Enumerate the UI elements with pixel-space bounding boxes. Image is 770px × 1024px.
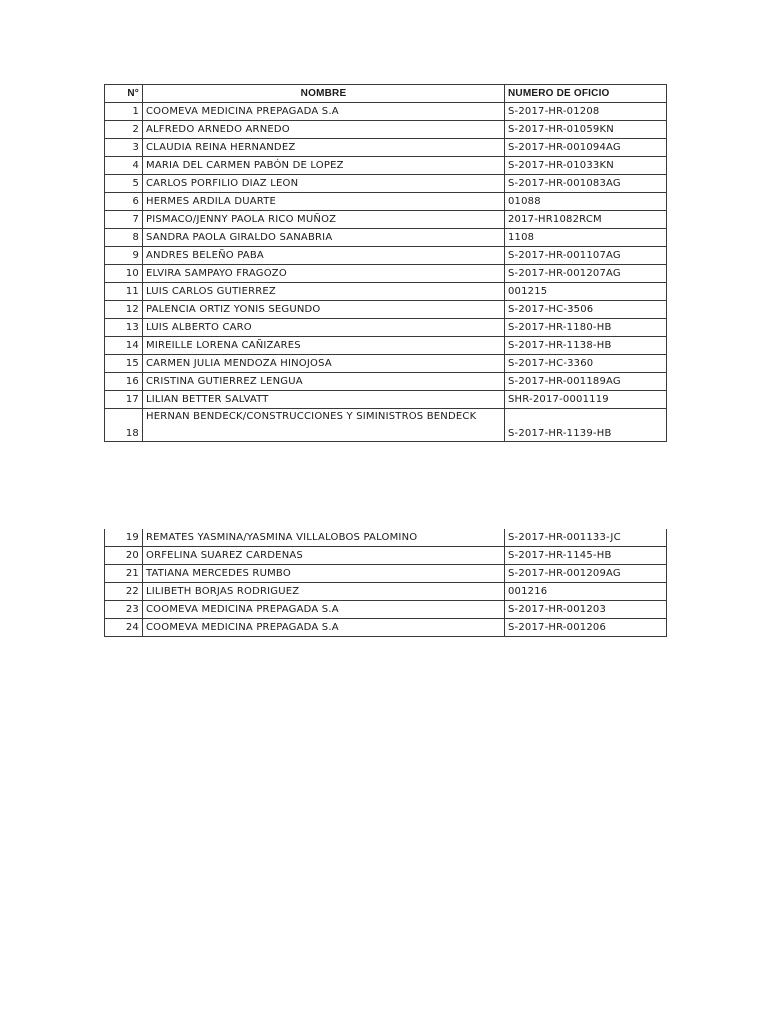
table-row: [105, 301, 667, 319]
row-name: MIREILLE LORENA CAÑIZARES: [143, 337, 505, 355]
row-office-number: 1108: [505, 229, 667, 247]
row-office-number: S-2017-HR-001133-JC: [505, 529, 667, 547]
row-office-number: S-2017-HR-001083AG: [505, 175, 667, 193]
row-number: 14: [105, 337, 143, 355]
row-name: ANDRES BELEÑO PABA: [143, 247, 505, 265]
row-office-number: S-2017-HR-1180-HB: [505, 319, 667, 337]
row-office-number: 01088: [505, 193, 667, 211]
row-office-number: S-2017-HR-001094AG: [505, 139, 667, 157]
row-name: ELVIRA SAMPAYO FRAGOZO: [143, 265, 505, 283]
table-row: [105, 409, 667, 442]
row-number: 4: [105, 157, 143, 175]
row-name: COOMEVA MEDICINA PREPAGADA S.A: [143, 103, 505, 121]
table-body: [105, 103, 667, 442]
table-body: [105, 529, 667, 637]
row-name: LUIS CARLOS GUTIERREZ: [143, 283, 505, 301]
table-row: [105, 139, 667, 157]
row-office-number: S-2017-HR-01059KN: [505, 121, 667, 139]
row-office-number: S-2017-HR-001206: [505, 619, 667, 637]
column-header-office-number: NUMERO DE OFICIO: [505, 85, 667, 103]
row-number: 23: [105, 601, 143, 619]
table-row: [105, 373, 667, 391]
table-row: [105, 247, 667, 265]
oficios-table-page-1: [104, 84, 667, 442]
row-name: LILIBETH BORJAS RODRIGUEZ: [143, 583, 505, 601]
row-number: 20: [105, 547, 143, 565]
table-row: [105, 583, 667, 601]
row-name: TATIANA MERCEDES RUMBO: [143, 565, 505, 583]
row-name: PISMACO/JENNY PAOLA RICO MUÑOZ: [143, 211, 505, 229]
table-row: [105, 547, 667, 565]
table-row: [105, 229, 667, 247]
column-header-name: NOMBRE: [143, 85, 505, 103]
table-row: [105, 265, 667, 283]
row-name: LILIAN BETTER SALVATT: [143, 391, 505, 409]
row-number: 6: [105, 193, 143, 211]
row-number: 12: [105, 301, 143, 319]
row-number: 5: [105, 175, 143, 193]
row-number: 18: [105, 409, 143, 442]
row-number: 13: [105, 319, 143, 337]
row-name: COOMEVA MEDICINA PREPAGADA S.A: [143, 619, 505, 637]
row-number: 2: [105, 121, 143, 139]
table-row: [105, 565, 667, 583]
row-name: MARIA DEL CARMEN PABÓN DE LOPEZ: [143, 157, 505, 175]
table-row: [105, 529, 667, 547]
row-name: REMATES YASMINA/YASMINA VILLALOBOS PALOMINO: [143, 529, 505, 547]
row-number: 10: [105, 265, 143, 283]
oficios-table-page-2: [104, 529, 667, 637]
row-name: ORFELINA SUAREZ CARDENAS: [143, 547, 505, 565]
row-office-number: S-2017-HR-01033KN: [505, 157, 667, 175]
table-row: [105, 103, 667, 121]
row-number: 24: [105, 619, 143, 637]
row-number: 7: [105, 211, 143, 229]
row-office-number: S-2017-HR-01208: [505, 103, 667, 121]
table-row: [105, 391, 667, 409]
row-number: 19: [105, 529, 143, 547]
row-name: CARMEN JULIA MENDOZA HINOJOSA: [143, 355, 505, 373]
row-name: COOMEVA MEDICINA PREPAGADA S.A: [143, 601, 505, 619]
row-name: ALFREDO ARNEDO ARNEDO: [143, 121, 505, 139]
row-office-number: S-2017-HC-3360: [505, 355, 667, 373]
table-row: [105, 175, 667, 193]
row-name: PALENCIA ORTIZ YONIS SEGUNDO: [143, 301, 505, 319]
table-row: [105, 211, 667, 229]
row-office-number: SHR-2017-0001119: [505, 391, 667, 409]
row-office-number: 001216: [505, 583, 667, 601]
row-name: SANDRA PAOLA GIRALDO SANABRIA: [143, 229, 505, 247]
table-row: [105, 355, 667, 373]
table-row: [105, 157, 667, 175]
row-name: HERMES ARDILA DUARTE: [143, 193, 505, 211]
row-office-number: S-2017-HR-001189AG: [505, 373, 667, 391]
row-office-number: S-2017-HR-001107AG: [505, 247, 667, 265]
table-row: [105, 619, 667, 637]
row-number: 17: [105, 391, 143, 409]
row-name: CARLOS PORFILIO DIAZ LEON: [143, 175, 505, 193]
table-row: [105, 319, 667, 337]
row-number: 22: [105, 583, 143, 601]
table-row: [105, 193, 667, 211]
header-row: [105, 85, 667, 103]
row-number: 3: [105, 139, 143, 157]
column-header-number: N°: [105, 85, 143, 103]
row-name: CLAUDIA REINA HERNANDEZ: [143, 139, 505, 157]
row-office-number: S-2017-HR-001203: [505, 601, 667, 619]
row-name: HERNAN BENDECK/CONSTRUCCIONES Y SIMINISTROS BENDECK: [143, 409, 505, 442]
row-office-number: 001215: [505, 283, 667, 301]
table-row: [105, 283, 667, 301]
row-number: 21: [105, 565, 143, 583]
table-row: [105, 337, 667, 355]
row-number: 8: [105, 229, 143, 247]
row-office-number: S-2017-HC-3506: [505, 301, 667, 319]
row-name: LUIS ALBERTO CARO: [143, 319, 505, 337]
row-office-number: 2017-HR1082RCM: [505, 211, 667, 229]
table-row: [105, 121, 667, 139]
row-number: 15: [105, 355, 143, 373]
table-row: [105, 601, 667, 619]
row-number: 11: [105, 283, 143, 301]
row-office-number: S-2017-HR-1138-HB: [505, 337, 667, 355]
row-name: CRISTINA GUTIERREZ LENGUA: [143, 373, 505, 391]
row-number: 9: [105, 247, 143, 265]
row-office-number: S-2017-HR-1145-HB: [505, 547, 667, 565]
row-office-number: S-2017-HR-001209AG: [505, 565, 667, 583]
row-number: 1: [105, 103, 143, 121]
row-office-number: S-2017-HR-1139-HB: [505, 409, 667, 442]
row-office-number: S-2017-HR-001207AG: [505, 265, 667, 283]
row-number: 16: [105, 373, 143, 391]
